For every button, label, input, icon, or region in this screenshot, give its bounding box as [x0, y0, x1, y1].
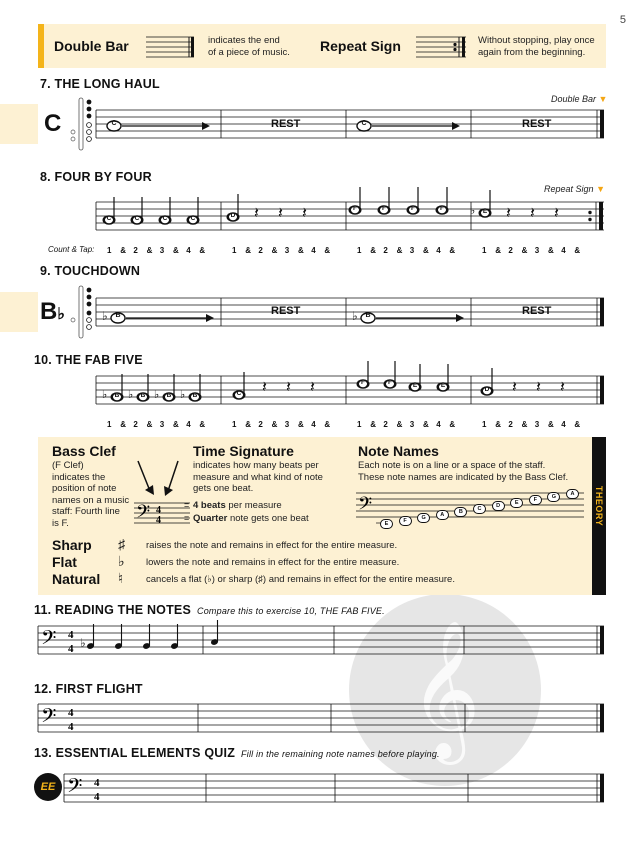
- count-beat: 4: [436, 246, 441, 255]
- quarter-note: [435, 185, 449, 215]
- exercise-title: 7. THE LONG HAUL: [40, 77, 160, 91]
- quarter-note: [186, 195, 200, 225]
- note-highlight-tab: [0, 104, 38, 144]
- repeat-sign-desc-line: again from the beginning.: [478, 47, 586, 58]
- note-letter: F: [440, 205, 444, 212]
- note-label: B: [115, 312, 121, 319]
- repeat-sign-desc-line: Without stopping, play once: [478, 35, 595, 46]
- note-highlight-tab: [0, 292, 38, 332]
- theory-tab: [592, 437, 606, 595]
- arrow-down-icon: ▼: [598, 94, 608, 104]
- count-beat: &: [370, 420, 376, 429]
- bass-clef-text: [52, 460, 129, 529]
- count-beat: &: [324, 420, 331, 429]
- bold-text: Quarter: [193, 513, 228, 524]
- count-beat: &: [574, 420, 581, 429]
- text: note gets one beat: [227, 513, 309, 524]
- text-line: is F.: [52, 517, 69, 529]
- note-letter: C: [162, 215, 168, 222]
- count-beat: &: [574, 246, 581, 255]
- note-letter: F: [361, 379, 365, 386]
- whole-note-arrow: [354, 118, 474, 134]
- flat-icon: ♭: [102, 309, 108, 323]
- text-line: These note names are indicated by the Bass Clef.: [358, 471, 569, 483]
- count-beat: 4: [186, 420, 191, 429]
- count-beat: 3: [159, 420, 165, 429]
- note-letter-text: B: [40, 298, 58, 325]
- note-letter: C: [106, 215, 112, 222]
- flat-icon: ♭: [470, 205, 476, 217]
- svg-text:𝄢: 𝄢: [358, 494, 373, 519]
- note-letter: E: [412, 382, 418, 389]
- double-bar-term: Double Bar: [54, 38, 129, 54]
- count-beat: &: [396, 420, 403, 429]
- whole-note-arrow: [104, 118, 224, 134]
- text-line: position of note: [52, 483, 117, 494]
- count-beat: &: [298, 420, 304, 429]
- note-gets-beat: [193, 513, 309, 525]
- equals-sign: =: [184, 500, 190, 510]
- count-beat: &: [396, 246, 403, 255]
- count-beat: &: [495, 246, 501, 255]
- repeat-sign-term: Repeat Sign: [320, 38, 401, 54]
- staff-exercise-13: [64, 772, 606, 804]
- count-beat: 4: [436, 420, 441, 429]
- accidental-name: Sharp: [52, 537, 92, 553]
- time-signature-heading: Time Signature: [193, 443, 294, 459]
- flat-icon: ♭: [180, 389, 186, 401]
- double-bar-icon: [146, 34, 196, 60]
- count-beat: 2: [133, 420, 138, 429]
- rest-label: REST: [271, 305, 301, 317]
- count-beat: &: [548, 246, 554, 255]
- fingering-chart-icon: [68, 284, 94, 340]
- count-beat: &: [324, 246, 331, 255]
- count-beat: 1: [107, 420, 112, 429]
- quarter-rest-icon: 𝄽: [560, 377, 565, 396]
- count-beat: &: [423, 420, 429, 429]
- quarter-note: [408, 362, 422, 392]
- svg-text:𝄞: 𝄞: [409, 620, 481, 759]
- count-beat: &: [298, 246, 304, 255]
- count-beat: &: [199, 246, 206, 255]
- quarter-rest-icon: 𝄽: [536, 377, 541, 396]
- new-note-letter: C: [44, 110, 62, 137]
- note-letter: B: [114, 392, 120, 399]
- repeat-sign-annotation: [544, 184, 605, 194]
- text-line: (F Clef): [52, 460, 84, 471]
- count-beat: 1: [232, 420, 237, 429]
- note-letter: C: [134, 215, 140, 222]
- quarter-note-icon: [110, 629, 130, 663]
- note-name-head: D: [492, 501, 505, 511]
- quarter-note: [128, 372, 150, 402]
- text-line: measure and what kind of note: [193, 471, 323, 483]
- svg-text:𝄢: 𝄢: [41, 626, 57, 654]
- count-beat: 4: [311, 420, 316, 429]
- note-letter: C: [236, 390, 242, 397]
- count-beat: &: [173, 420, 179, 429]
- count-beat: &: [521, 246, 528, 255]
- count-beat: &: [120, 246, 126, 255]
- svg-text:𝄢: 𝄢: [67, 774, 83, 802]
- clef-arrows-icon: [134, 459, 190, 527]
- rest-label: REST: [271, 118, 301, 130]
- quarter-note: [154, 372, 176, 402]
- note-letter: F: [353, 205, 357, 212]
- count-beat: &: [120, 420, 126, 429]
- essential-elements-logo: EE: [34, 773, 62, 801]
- count-beat: &: [449, 420, 456, 429]
- quarter-note: [480, 366, 494, 396]
- svg-text:4: 4: [94, 777, 100, 789]
- repeat-sign-icon: [416, 34, 468, 60]
- count-beat: 4: [311, 246, 316, 255]
- note-letter: F: [411, 205, 415, 212]
- bold-text: 4 beats: [193, 500, 226, 511]
- svg-text:𝄢: 𝄢: [41, 704, 57, 732]
- note-letter: C: [190, 215, 196, 222]
- quarter-note: [406, 185, 420, 215]
- svg-text:4: 4: [68, 643, 74, 655]
- count-beat: &: [521, 420, 528, 429]
- arrow-down-icon: ▼: [596, 184, 605, 194]
- exercise-title: 8. FOUR BY FOUR: [40, 170, 152, 184]
- note-letter: F: [382, 205, 386, 212]
- count-beat: 4: [561, 246, 566, 255]
- note-letter: F: [388, 379, 392, 386]
- quarter-note: [130, 195, 144, 225]
- count-beat: 1: [357, 246, 362, 255]
- quarter-rest-icon: 𝄽: [506, 203, 511, 222]
- quarter-note: [436, 362, 450, 392]
- exercise-title: [34, 746, 440, 760]
- exercise-title: 12. FIRST FLIGHT: [34, 682, 143, 696]
- count-tap-label: Count & Tap:: [48, 245, 95, 254]
- quarter-rest-icon: 𝄽: [310, 377, 315, 396]
- time-signature-text: [193, 460, 323, 495]
- flat-icon: ♭: [128, 389, 134, 401]
- double-bar-annotation: [551, 94, 607, 104]
- count-beat: &: [271, 420, 278, 429]
- count-beat: &: [271, 246, 278, 255]
- note-letter: B: [140, 392, 146, 399]
- count-beat: 3: [534, 246, 540, 255]
- rest-label: REST: [522, 305, 552, 317]
- svg-text:4: 4: [68, 721, 74, 733]
- quarter-note-icon: [206, 625, 226, 659]
- note-name-head: A: [566, 489, 579, 499]
- note-letter: E: [482, 208, 488, 215]
- note-letter: D: [230, 212, 236, 219]
- title-text: 13. ESSENTIAL ELEMENTS QUIZ: [34, 746, 236, 760]
- count-beat: 2: [383, 246, 388, 255]
- count-beat: &: [370, 246, 376, 255]
- svg-text:4: 4: [156, 505, 161, 516]
- count-beat: 1: [482, 420, 487, 429]
- svg-text:4: 4: [68, 629, 74, 641]
- count-beat: 1: [357, 420, 362, 429]
- count-beat: 1: [107, 246, 112, 255]
- note-letter: B: [192, 392, 198, 399]
- quarter-note: [377, 185, 391, 215]
- flat-icon: ♭: [80, 635, 86, 650]
- annotation-text: Double Bar: [551, 94, 597, 104]
- note-label: B: [365, 312, 371, 319]
- title-text: 11. READING THE NOTES: [34, 603, 192, 617]
- flat-icon: ♭: [57, 306, 65, 323]
- count-beat: 2: [508, 246, 513, 255]
- theory-box: [38, 437, 606, 595]
- quarter-rest-icon: 𝄽: [512, 377, 517, 396]
- note-name-head: F: [529, 495, 542, 505]
- flat-icon: ♭: [102, 389, 108, 401]
- quarter-note: [356, 359, 370, 389]
- quarter-note-icon: [166, 629, 186, 663]
- definition-box: [38, 24, 606, 68]
- note-letter: B: [166, 392, 172, 399]
- fingering-chart-icon: [68, 96, 94, 152]
- count-beat: &: [146, 246, 153, 255]
- rest-label: REST: [522, 118, 552, 130]
- quarter-note: [226, 192, 240, 222]
- accidental-desc: raises the note and remains in effect for the entire measure.: [146, 540, 398, 551]
- count-beat: &: [146, 420, 153, 429]
- quarter-rest-icon: 𝄽: [286, 377, 291, 396]
- count-beat: &: [423, 246, 429, 255]
- count-beat: 4: [561, 420, 566, 429]
- note-label: C: [361, 120, 367, 127]
- theory-tab-label: THEORY: [594, 485, 604, 527]
- double-bar-desc: [208, 35, 290, 59]
- quarter-rest-icon: 𝄽: [278, 203, 283, 222]
- count-beat: 2: [133, 246, 138, 255]
- quarter-rest-icon: 𝄽: [554, 203, 559, 222]
- svg-text:4: 4: [94, 791, 100, 803]
- text-line: gets one beat.: [193, 483, 254, 494]
- whole-note-arrow: [358, 310, 478, 326]
- note-name-head: G: [417, 513, 430, 523]
- count-beat: 3: [409, 420, 415, 429]
- note-name-head: F: [399, 516, 412, 526]
- watermark-logo: [345, 590, 545, 790]
- count-beat: 2: [258, 246, 263, 255]
- count-beat: 3: [409, 246, 415, 255]
- text-line: indicates how many beats per: [193, 460, 319, 471]
- note-name-head: E: [510, 498, 523, 508]
- quarter-note: [180, 372, 202, 402]
- new-note-letter: [40, 298, 65, 326]
- count-beat: 2: [383, 420, 388, 429]
- exercise-title: 10. THE FAB FIVE: [34, 353, 143, 367]
- quarter-note: [102, 195, 116, 225]
- quarter-rest-icon: 𝄽: [530, 203, 535, 222]
- accent-stripe: [38, 24, 44, 68]
- count-beat: 3: [284, 420, 290, 429]
- accidental-symbol-icon: ♮: [118, 570, 124, 586]
- quarter-note-icon: [138, 629, 158, 663]
- note-letter: D: [484, 386, 490, 393]
- count-beat: 3: [534, 420, 540, 429]
- text-line: names on a music: [52, 494, 130, 506]
- svg-text:4: 4: [68, 707, 74, 719]
- count-beat: 2: [508, 420, 513, 429]
- count-beat: 2: [258, 420, 263, 429]
- equals-sign: =: [184, 513, 190, 523]
- count-beat: 4: [186, 246, 191, 255]
- quarter-rest-icon: 𝄽: [254, 203, 259, 222]
- count-beat: &: [173, 246, 179, 255]
- count-beat: &: [449, 246, 456, 255]
- quarter-note: [102, 372, 124, 402]
- exercise-subtitle: Compare this to exercise 10, THE FAB FIVE.: [197, 606, 385, 616]
- note-name-head: C: [473, 504, 486, 514]
- annotation-text: Repeat Sign: [544, 184, 594, 194]
- beats-per-measure: [193, 500, 282, 512]
- exercise-subtitle: Fill in the remaining note names before playing.: [241, 749, 440, 759]
- note-name-head: A: [436, 510, 449, 520]
- note-name-head: B: [454, 507, 467, 517]
- count-beat: &: [548, 420, 554, 429]
- text-line: staff: Fourth line: [52, 506, 120, 517]
- page-number: 5: [619, 14, 626, 26]
- note-names-text: [358, 460, 568, 483]
- svg-text:𝄢: 𝄢: [136, 502, 151, 527]
- count-beat: 1: [232, 246, 237, 255]
- exercise-title: 9. TOUCHDOWN: [40, 264, 141, 278]
- accidental-name: Natural: [52, 571, 101, 587]
- bass-clef-heading: Bass Clef: [52, 443, 116, 459]
- accidental-desc: lowers the note and remains in effect for the entire measure.: [146, 557, 400, 568]
- accidental-name: Flat: [52, 554, 77, 570]
- count-beat: 1: [482, 246, 487, 255]
- accidental-symbol-icon: ♯: [118, 536, 125, 552]
- quarter-note: [232, 370, 246, 400]
- text-line: indicates the: [52, 471, 106, 483]
- note-label: C: [111, 120, 117, 127]
- double-bar-desc-line: of a piece of music.: [208, 47, 290, 58]
- count-beat: &: [199, 420, 206, 429]
- count-beat: &: [245, 246, 251, 255]
- quarter-rest-icon: 𝄽: [302, 203, 307, 222]
- note-name-head: E: [380, 519, 393, 529]
- staff-exercise-12: [38, 702, 606, 734]
- double-bar-desc-line: indicates the end: [208, 35, 280, 46]
- quarter-note: [383, 359, 397, 389]
- quarter-note: [158, 195, 172, 225]
- note-letter: E: [440, 382, 446, 389]
- quarter-note: [348, 185, 362, 215]
- text-line: Each note is on a line or a space of the staff.: [358, 460, 546, 471]
- accidental-desc: cancels a flat (♭) or sharp (♯) and remains in effect for the entire measure.: [146, 574, 455, 585]
- flat-icon: ♭: [154, 389, 160, 401]
- svg-text:4: 4: [156, 515, 161, 526]
- count-beat: &: [495, 420, 501, 429]
- note-names-heading: Note Names: [358, 443, 439, 459]
- repeat-sign-desc: [478, 35, 595, 59]
- count-beat: 3: [159, 246, 165, 255]
- accidental-symbol-icon: ♭: [118, 553, 125, 569]
- whole-note-arrow: [108, 310, 228, 326]
- count-beat: &: [245, 420, 251, 429]
- note-name-head: G: [547, 492, 560, 502]
- text: per measure: [225, 500, 282, 511]
- count-beat: 3: [284, 246, 290, 255]
- flat-icon: ♭: [352, 309, 358, 323]
- exercise-title: [34, 603, 385, 617]
- quarter-rest-icon: 𝄽: [262, 377, 267, 396]
- quarter-note: [470, 188, 492, 218]
